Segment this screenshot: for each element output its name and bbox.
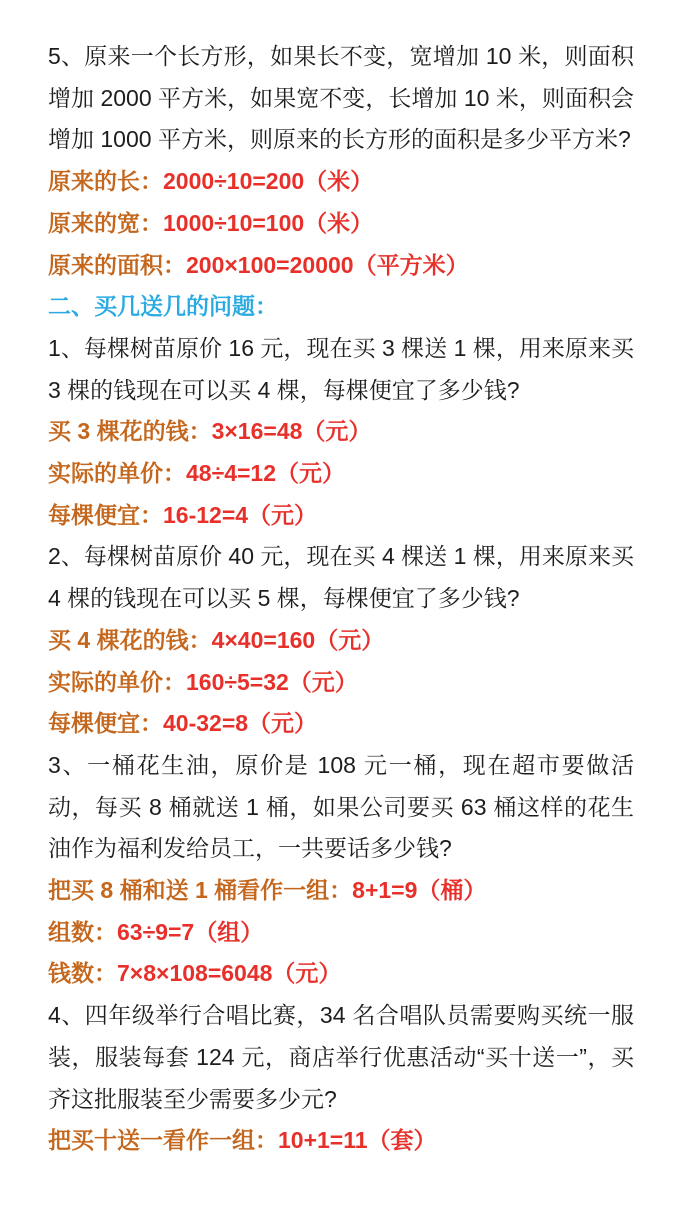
answer-line-original-area — [48, 245, 634, 287]
answer-formula: 48÷4=12（元） — [186, 460, 346, 487]
answer-formula: 4×40=160（元） — [211, 626, 385, 653]
answer-label: 实际的单价： — [48, 668, 186, 695]
answer-label: 把买 8 桶和送 1 桶看作一组： — [48, 877, 353, 904]
section-heading-buy-n-get-n: 二、买几送几的问题： — [48, 293, 278, 320]
answer-label: 原来的长： — [48, 168, 163, 195]
answer-line-cost-3-trees — [48, 411, 634, 453]
answer-label: 每棵便宜： — [48, 501, 163, 528]
answer-line-actual-unit-price-2 — [48, 662, 634, 704]
math-worksheet-content — [48, 36, 634, 1162]
answer-formula: 2000÷10=200（米） — [163, 168, 374, 195]
answer-formula: 7×8×108=6048（元） — [117, 960, 342, 987]
answer-formula: 200×100=20000（平方米） — [186, 251, 469, 278]
answer-label: 钱数： — [48, 960, 117, 987]
answer-line-group-definition-suits — [48, 1120, 634, 1162]
answer-label: 买 4 棵花的钱： — [48, 626, 212, 653]
answer-label: 把买十送一看作一组： — [48, 1127, 278, 1154]
answer-formula: 8+1=9（桶） — [352, 877, 487, 904]
answer-formula: 1000÷10=100（米） — [163, 209, 374, 236]
question-5: 5、原来一个长方形，如果长不变，宽增加 10 米，则面积增加 2000 平方米，如果宽不变，长增加 10 米，则面积会增加 1000 平方米，则原来的长方形的面积是多少平方米? — [48, 43, 634, 153]
answer-line-actual-unit-price-1 — [48, 453, 634, 495]
answer-label: 原来的面积： — [48, 251, 186, 278]
answer-label: 实际的单价： — [48, 460, 186, 487]
answer-formula: 10+1=11（套） — [278, 1127, 437, 1154]
question-1: 1、每棵树苗原价 16 元，现在买 3 棵送 1 棵，用来原来买 3 棵的钱现在可以买 4 棵，每棵便宜了多少钱? — [48, 334, 634, 403]
answer-formula: 160÷5=32（元） — [186, 668, 358, 695]
answer-formula: 40-32=8（元） — [163, 710, 318, 737]
answer-formula: 63÷9=7（组） — [117, 918, 264, 945]
question-4: 4、四年级举行合唱比赛，34 名合唱队员需要购买统一服装，服装每套 124 元，商店举行优惠活动“买十送一”，买齐这批服装至少需要多少元? — [48, 1002, 634, 1112]
answer-line-saving-per-tree-1 — [48, 495, 634, 537]
answer-label: 组数： — [48, 918, 117, 945]
question-3: 3、一桶花生油，原价是 108 元一桶，现在超市要做活动，每买 8 桶就送 1 桶，如果公司要买 63 桶这样的花生油作为福利发给员工，一共要话多少钱? — [48, 751, 634, 862]
answer-line-total-money — [48, 953, 634, 995]
answer-label: 买 3 棵花的钱： — [48, 418, 212, 445]
answer-formula: 16-12=4（元） — [163, 501, 318, 528]
answer-line-original-width — [48, 203, 634, 245]
answer-line-original-length — [48, 161, 634, 203]
answer-label: 原来的宽： — [48, 209, 163, 236]
answer-line-saving-per-tree-2 — [48, 703, 634, 745]
answer-line-cost-4-trees — [48, 620, 634, 662]
answer-line-group-count — [48, 912, 634, 954]
answer-line-group-definition-oil — [48, 870, 634, 912]
question-2: 2、每棵树苗原价 40 元，现在买 4 棵送 1 棵，用来原来买 4 棵的钱现在可以买 5 棵，每棵便宜了多少钱? — [48, 543, 634, 612]
answer-label: 每棵便宜： — [48, 710, 163, 737]
answer-formula: 3×16=48（元） — [211, 418, 372, 445]
